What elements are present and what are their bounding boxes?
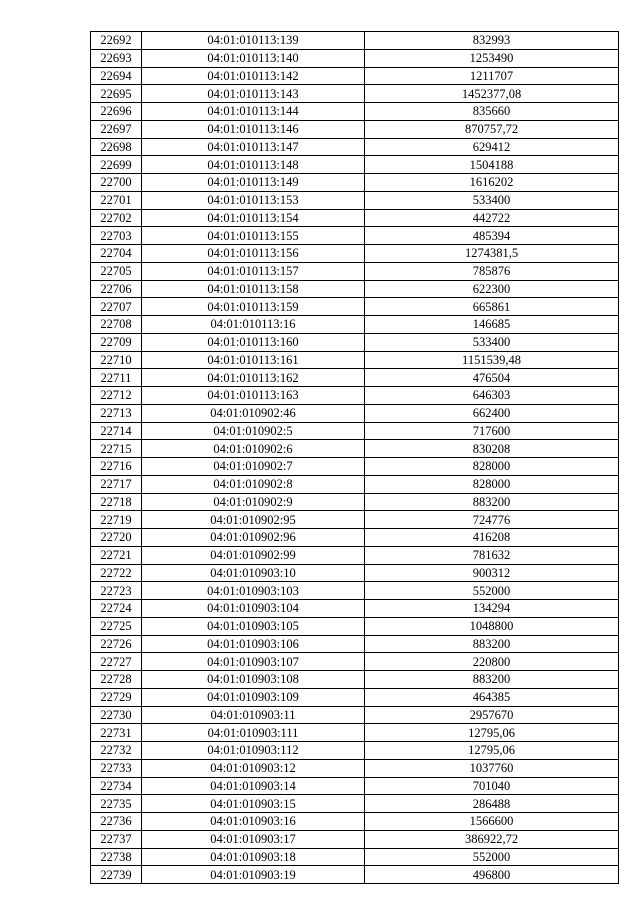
table-row xyxy=(91,316,619,334)
row-number-cell: 22737 xyxy=(91,830,142,848)
table-row xyxy=(91,671,619,689)
table-row xyxy=(91,617,619,635)
row-number-cell: 22707 xyxy=(91,298,142,316)
row-number-cell: 22704 xyxy=(91,245,142,263)
cadastral-number-cell: 04:01:010903:19 xyxy=(142,866,365,884)
value-cell: 533400 xyxy=(365,333,619,351)
row-number-cell: 22734 xyxy=(91,777,142,795)
cadastral-number-cell: 04:01:010903:12 xyxy=(142,759,365,777)
table-row xyxy=(91,458,619,476)
table-row xyxy=(91,422,619,440)
row-number-cell: 22729 xyxy=(91,688,142,706)
cadastral-number-cell: 04:01:010902:6 xyxy=(142,440,365,458)
table-row xyxy=(91,404,619,422)
row-number-cell: 22716 xyxy=(91,458,142,476)
table-row xyxy=(91,848,619,866)
value-cell: 830208 xyxy=(365,440,619,458)
table-row xyxy=(91,191,619,209)
table-row xyxy=(91,830,619,848)
cadastral-number-cell: 04:01:010903:109 xyxy=(142,688,365,706)
value-cell: 629412 xyxy=(365,138,619,156)
value-cell: 485394 xyxy=(365,227,619,245)
table-row xyxy=(91,333,619,351)
value-cell: 832993 xyxy=(365,32,619,50)
value-cell: 386922,72 xyxy=(365,830,619,848)
row-number-cell: 22725 xyxy=(91,617,142,635)
row-number-cell: 22726 xyxy=(91,635,142,653)
row-number-cell: 22705 xyxy=(91,262,142,280)
value-cell: 1211707 xyxy=(365,67,619,85)
table-row xyxy=(91,653,619,671)
table-row xyxy=(91,564,619,582)
cadastral-number-cell: 04:01:010113:142 xyxy=(142,67,365,85)
row-number-cell: 22700 xyxy=(91,174,142,192)
row-number-cell: 22732 xyxy=(91,742,142,760)
cadastral-number-cell: 04:01:010903:10 xyxy=(142,564,365,582)
table-row xyxy=(91,245,619,263)
value-cell: 220800 xyxy=(365,653,619,671)
cadastral-number-cell: 04:01:010113:155 xyxy=(142,227,365,245)
cadastral-number-cell: 04:01:010113:161 xyxy=(142,351,365,369)
row-number-cell: 22709 xyxy=(91,333,142,351)
table-row xyxy=(91,688,619,706)
value-cell: 724776 xyxy=(365,511,619,529)
row-number-cell: 22693 xyxy=(91,49,142,67)
table-row xyxy=(91,795,619,813)
table-row xyxy=(91,49,619,67)
cadastral-value-table xyxy=(90,31,619,884)
cadastral-number-cell: 04:01:010113:146 xyxy=(142,120,365,138)
row-number-cell: 22699 xyxy=(91,156,142,174)
table-row xyxy=(91,85,619,103)
row-number-cell: 22694 xyxy=(91,67,142,85)
table-body xyxy=(91,32,619,884)
cadastral-number-cell: 04:01:010113:160 xyxy=(142,333,365,351)
value-cell: 701040 xyxy=(365,777,619,795)
value-cell: 1504188 xyxy=(365,156,619,174)
value-cell: 828000 xyxy=(365,458,619,476)
cadastral-number-cell: 04:01:010903:17 xyxy=(142,830,365,848)
table-row xyxy=(91,351,619,369)
row-number-cell: 22714 xyxy=(91,422,142,440)
cadastral-number-cell: 04:01:010902:95 xyxy=(142,511,365,529)
value-cell: 1048800 xyxy=(365,617,619,635)
row-number-cell: 22703 xyxy=(91,227,142,245)
row-number-cell: 22722 xyxy=(91,564,142,582)
cadastral-number-cell: 04:01:010113:140 xyxy=(142,49,365,67)
row-number-cell: 22720 xyxy=(91,529,142,547)
cadastral-number-cell: 04:01:010902:9 xyxy=(142,493,365,511)
value-cell: 883200 xyxy=(365,493,619,511)
row-number-cell: 22710 xyxy=(91,351,142,369)
table-row xyxy=(91,529,619,547)
table-row xyxy=(91,174,619,192)
table-row xyxy=(91,493,619,511)
value-cell: 1616202 xyxy=(365,174,619,192)
row-number-cell: 22708 xyxy=(91,316,142,334)
value-cell: 552000 xyxy=(365,582,619,600)
table-row xyxy=(91,866,619,884)
cadastral-number-cell: 04:01:010113:149 xyxy=(142,174,365,192)
row-number-cell: 22696 xyxy=(91,103,142,121)
cadastral-number-cell: 04:01:010903:103 xyxy=(142,582,365,600)
table-row xyxy=(91,813,619,831)
table-row xyxy=(91,742,619,760)
cadastral-number-cell: 04:01:010902:7 xyxy=(142,458,365,476)
cadastral-number-cell: 04:01:010113:147 xyxy=(142,138,365,156)
row-number-cell: 22730 xyxy=(91,706,142,724)
table-row xyxy=(91,156,619,174)
cadastral-number-cell: 04:01:010903:104 xyxy=(142,600,365,618)
cadastral-number-cell: 04:01:010902:99 xyxy=(142,546,365,564)
value-cell: 883200 xyxy=(365,635,619,653)
table-row xyxy=(91,138,619,156)
value-cell: 1253490 xyxy=(365,49,619,67)
cadastral-number-cell: 04:01:010902:96 xyxy=(142,529,365,547)
row-number-cell: 22717 xyxy=(91,475,142,493)
value-cell: 1037760 xyxy=(365,759,619,777)
table-row xyxy=(91,387,619,405)
table-row xyxy=(91,759,619,777)
value-cell: 1452377,08 xyxy=(365,85,619,103)
table-row xyxy=(91,103,619,121)
value-cell: 835660 xyxy=(365,103,619,121)
cadastral-number-cell: 04:01:010903:106 xyxy=(142,635,365,653)
row-number-cell: 22711 xyxy=(91,369,142,387)
cadastral-number-cell: 04:01:010113:143 xyxy=(142,85,365,103)
value-cell: 476504 xyxy=(365,369,619,387)
cadastral-number-cell: 04:01:010113:158 xyxy=(142,280,365,298)
value-cell: 464385 xyxy=(365,688,619,706)
cadastral-number-cell: 04:01:010113:157 xyxy=(142,262,365,280)
cadastral-number-cell: 04:01:010903:108 xyxy=(142,671,365,689)
value-cell: 146685 xyxy=(365,316,619,334)
value-cell: 870757,72 xyxy=(365,120,619,138)
value-cell: 1566600 xyxy=(365,813,619,831)
row-number-cell: 22728 xyxy=(91,671,142,689)
table-row xyxy=(91,262,619,280)
cadastral-number-cell: 04:01:010113:156 xyxy=(142,245,365,263)
cadastral-number-cell: 04:01:010903:15 xyxy=(142,795,365,813)
cadastral-number-cell: 04:01:010113:148 xyxy=(142,156,365,174)
table-row xyxy=(91,227,619,245)
table-row xyxy=(91,724,619,742)
row-number-cell: 22719 xyxy=(91,511,142,529)
row-number-cell: 22695 xyxy=(91,85,142,103)
table-row xyxy=(91,369,619,387)
cadastral-number-cell: 04:01:010902:5 xyxy=(142,422,365,440)
row-number-cell: 22698 xyxy=(91,138,142,156)
table-row xyxy=(91,280,619,298)
cadastral-number-cell: 04:01:010903:18 xyxy=(142,848,365,866)
cadastral-number-cell: 04:01:010113:162 xyxy=(142,369,365,387)
cadastral-number-cell: 04:01:010113:154 xyxy=(142,209,365,227)
cadastral-number-cell: 04:01:010113:144 xyxy=(142,103,365,121)
row-number-cell: 22731 xyxy=(91,724,142,742)
value-cell: 12795,06 xyxy=(365,742,619,760)
cadastral-number-cell: 04:01:010113:159 xyxy=(142,298,365,316)
cadastral-number-cell: 04:01:010113:16 xyxy=(142,316,365,334)
table-row xyxy=(91,475,619,493)
value-cell: 622300 xyxy=(365,280,619,298)
value-cell: 665861 xyxy=(365,298,619,316)
cadastral-number-cell: 04:01:010903:112 xyxy=(142,742,365,760)
cadastral-number-cell: 04:01:010903:107 xyxy=(142,653,365,671)
table-row xyxy=(91,582,619,600)
row-number-cell: 22715 xyxy=(91,440,142,458)
value-cell: 286488 xyxy=(365,795,619,813)
value-cell: 785876 xyxy=(365,262,619,280)
row-number-cell: 22723 xyxy=(91,582,142,600)
value-cell: 646303 xyxy=(365,387,619,405)
table-row xyxy=(91,706,619,724)
row-number-cell: 22727 xyxy=(91,653,142,671)
cadastral-number-cell: 04:01:010902:46 xyxy=(142,404,365,422)
value-cell: 2957670 xyxy=(365,706,619,724)
table-row xyxy=(91,546,619,564)
row-number-cell: 22706 xyxy=(91,280,142,298)
row-number-cell: 22702 xyxy=(91,209,142,227)
value-cell: 781632 xyxy=(365,546,619,564)
value-cell: 1151539,48 xyxy=(365,351,619,369)
table-row xyxy=(91,67,619,85)
row-number-cell: 22739 xyxy=(91,866,142,884)
value-cell: 883200 xyxy=(365,671,619,689)
row-number-cell: 22718 xyxy=(91,493,142,511)
row-number-cell: 22701 xyxy=(91,191,142,209)
row-number-cell: 22692 xyxy=(91,32,142,50)
table-row xyxy=(91,511,619,529)
row-number-cell: 22733 xyxy=(91,759,142,777)
row-number-cell: 22721 xyxy=(91,546,142,564)
cadastral-number-cell: 04:01:010903:14 xyxy=(142,777,365,795)
row-number-cell: 22738 xyxy=(91,848,142,866)
value-cell: 828000 xyxy=(365,475,619,493)
row-number-cell: 22736 xyxy=(91,813,142,831)
row-number-cell: 22713 xyxy=(91,404,142,422)
cadastral-number-cell: 04:01:010113:139 xyxy=(142,32,365,50)
value-cell: 900312 xyxy=(365,564,619,582)
table-row xyxy=(91,777,619,795)
value-cell: 1274381,5 xyxy=(365,245,619,263)
value-cell: 717600 xyxy=(365,422,619,440)
row-number-cell: 22712 xyxy=(91,387,142,405)
value-cell: 552000 xyxy=(365,848,619,866)
cadastral-number-cell: 04:01:010113:163 xyxy=(142,387,365,405)
value-cell: 416208 xyxy=(365,529,619,547)
cadastral-number-cell: 04:01:010902:8 xyxy=(142,475,365,493)
table-row xyxy=(91,209,619,227)
row-number-cell: 22735 xyxy=(91,795,142,813)
table-row xyxy=(91,635,619,653)
table-row xyxy=(91,120,619,138)
value-cell: 134294 xyxy=(365,600,619,618)
table-row xyxy=(91,298,619,316)
row-number-cell: 22724 xyxy=(91,600,142,618)
value-cell: 662400 xyxy=(365,404,619,422)
value-cell: 533400 xyxy=(365,191,619,209)
value-cell: 442722 xyxy=(365,209,619,227)
table-row xyxy=(91,32,619,50)
table-row xyxy=(91,440,619,458)
row-number-cell: 22697 xyxy=(91,120,142,138)
cadastral-number-cell: 04:01:010113:153 xyxy=(142,191,365,209)
table-row xyxy=(91,600,619,618)
value-cell: 12795,06 xyxy=(365,724,619,742)
value-cell: 496800 xyxy=(365,866,619,884)
cadastral-number-cell: 04:01:010903:105 xyxy=(142,617,365,635)
cadastral-number-cell: 04:01:010903:111 xyxy=(142,724,365,742)
cadastral-number-cell: 04:01:010903:16 xyxy=(142,813,365,831)
cadastral-number-cell: 04:01:010903:11 xyxy=(142,706,365,724)
